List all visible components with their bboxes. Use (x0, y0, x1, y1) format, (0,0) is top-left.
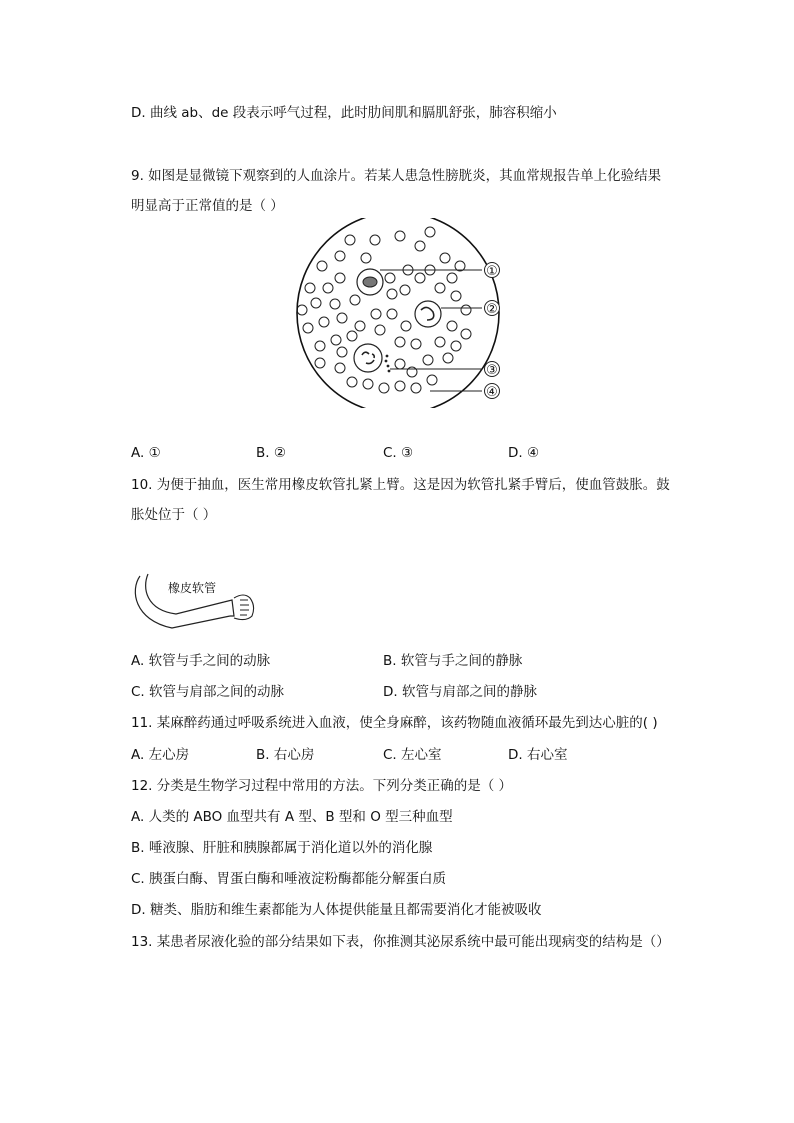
red-blood-cell (345, 235, 355, 245)
q12-option-d[interactable]: D. 糖类、脂肪和维生素都能为人体提供能量且都需要消化才能被吸收 (131, 902, 542, 918)
red-blood-cell (411, 383, 421, 393)
q10-option-a[interactable]: A. 软管与手之间的动脉 (131, 653, 271, 669)
red-blood-cell (415, 241, 425, 251)
red-blood-cell (347, 331, 357, 341)
q8-option-d: D. 曲线 ab、de 段表示呼气过程，此时肋间肌和膈肌舒张，肺容积缩小 (131, 105, 557, 121)
red-blood-cell (440, 253, 450, 263)
red-blood-cell (323, 283, 333, 293)
microscope-field (297, 218, 499, 408)
red-blood-cell (355, 321, 365, 331)
q11-option-d[interactable]: D. 右心室 (508, 747, 568, 763)
fist-icon (234, 595, 254, 620)
label-2: ② (486, 302, 498, 317)
red-blood-cell (331, 335, 341, 345)
red-blood-cell (370, 235, 380, 245)
red-blood-cell (461, 329, 471, 339)
q10-stem-line2: 胀处位于（ ） (131, 507, 217, 523)
red-blood-cell (319, 317, 329, 327)
red-blood-cell (423, 355, 433, 365)
red-blood-cell (435, 337, 445, 347)
q11-option-c[interactable]: C. 左心室 (383, 747, 442, 763)
red-blood-cell (335, 251, 345, 261)
cell-1 (357, 269, 383, 295)
red-blood-cell (461, 305, 471, 315)
red-blood-cell (401, 321, 411, 331)
tourniquet-label: 橡皮软管 (168, 581, 217, 595)
q10-stem-line1: 10. 为便于抽血，医生常用橡皮软管扎紧上臂。这是因为软管扎紧手臂后，使血管鼓胀。鼓 (131, 477, 670, 493)
q11-option-b[interactable]: B. 右心房 (256, 747, 315, 763)
red-blood-cell (395, 381, 405, 391)
red-blood-cell (451, 291, 461, 301)
q10-option-b[interactable]: B. 软管与手之间的静脉 (383, 653, 523, 669)
red-blood-cell (317, 261, 327, 271)
q10-option-d[interactable]: D. 软管与肩部之间的静脉 (383, 684, 537, 700)
blood-smear-figure (280, 218, 530, 408)
red-blood-cell (395, 359, 405, 369)
red-blood-cell (363, 379, 373, 389)
label-3: ③ (486, 363, 498, 378)
q11-stem: 11. 某麻醉药通过呼吸系统进入血液，使全身麻醉，该药物随血液循环最先到达心脏的( ) (131, 715, 658, 731)
red-blood-cell (395, 337, 405, 347)
arm-tourniquet-figure (128, 570, 263, 636)
red-blood-cell (385, 273, 395, 283)
red-blood-cell (447, 321, 457, 331)
red-blood-cell (387, 289, 397, 299)
cell-3-platelets (385, 355, 391, 373)
q10-option-c[interactable]: C. 软管与肩部之间的动脉 (131, 684, 285, 700)
red-blood-cell (443, 353, 453, 363)
red-blood-cell (387, 309, 397, 319)
red-blood-cell (451, 341, 461, 351)
red-blood-cell (315, 341, 325, 351)
red-blood-cell (347, 377, 357, 387)
red-blood-cell (361, 253, 371, 263)
label-1: ① (486, 264, 498, 279)
q12-option-b[interactable]: B. 唾液腺、肝脏和胰腺都属于消化道以外的消化腺 (131, 840, 433, 856)
red-blood-cell (337, 313, 347, 323)
red-blood-cell (427, 375, 437, 385)
q11-option-a[interactable]: A. 左心房 (131, 747, 190, 763)
red-blood-cell (335, 363, 345, 373)
q12-option-c[interactable]: C. 胰蛋白酶、胃蛋白酶和唾液淀粉酶都能分解蛋白质 (131, 871, 447, 887)
cell-2 (415, 301, 441, 327)
red-blood-cell (400, 285, 410, 295)
q9-option-d[interactable]: D. ④ (508, 445, 540, 461)
red-blood-cell (305, 283, 315, 293)
q9-option-c[interactable]: C. ③ (383, 445, 414, 461)
red-blood-cell (415, 273, 425, 283)
q9-option-b[interactable]: B. ② (256, 445, 286, 461)
red-blood-cell (337, 347, 347, 357)
red-blood-cell (425, 227, 435, 237)
red-blood-cell (350, 295, 360, 305)
q12-stem: 12. 分类是生物学习过程中常用的方法。下列分类正确的是（ ） (131, 778, 513, 794)
q9-option-a[interactable]: A. ① (131, 445, 161, 461)
red-blood-cell (315, 358, 325, 368)
q9-stem-line2: 明显高于正常值的是（ ） (131, 198, 284, 214)
cell-wbc-lower (354, 344, 382, 372)
q13-stem: 13. 某患者尿液化验的部分结果如下表，你推测其泌尿系统中最可能出现病变的结构是（） (131, 934, 670, 950)
q9-stem-line1: 9. 如图是显微镜下观察到的人血涂片。若某人患急性膀胱炎，其血常规报告单上化验结果 (131, 168, 662, 184)
red-blood-cell (303, 323, 313, 333)
q12-option-a[interactable]: A. 人类的 ABO 血型共有 A 型、B 型和 O 型三种血型 (131, 809, 453, 825)
label-4: ④ (486, 385, 498, 400)
red-blood-cell (379, 383, 389, 393)
red-blood-cell (311, 298, 321, 308)
red-blood-cell (447, 273, 457, 283)
red-blood-cell (335, 273, 345, 283)
red-blood-cell (411, 339, 421, 349)
red-blood-cell (395, 231, 405, 241)
red-blood-cell (375, 325, 385, 335)
red-blood-cell (435, 283, 445, 293)
red-blood-cell (297, 305, 307, 315)
red-blood-cell (371, 309, 381, 319)
red-blood-cell (330, 299, 340, 309)
